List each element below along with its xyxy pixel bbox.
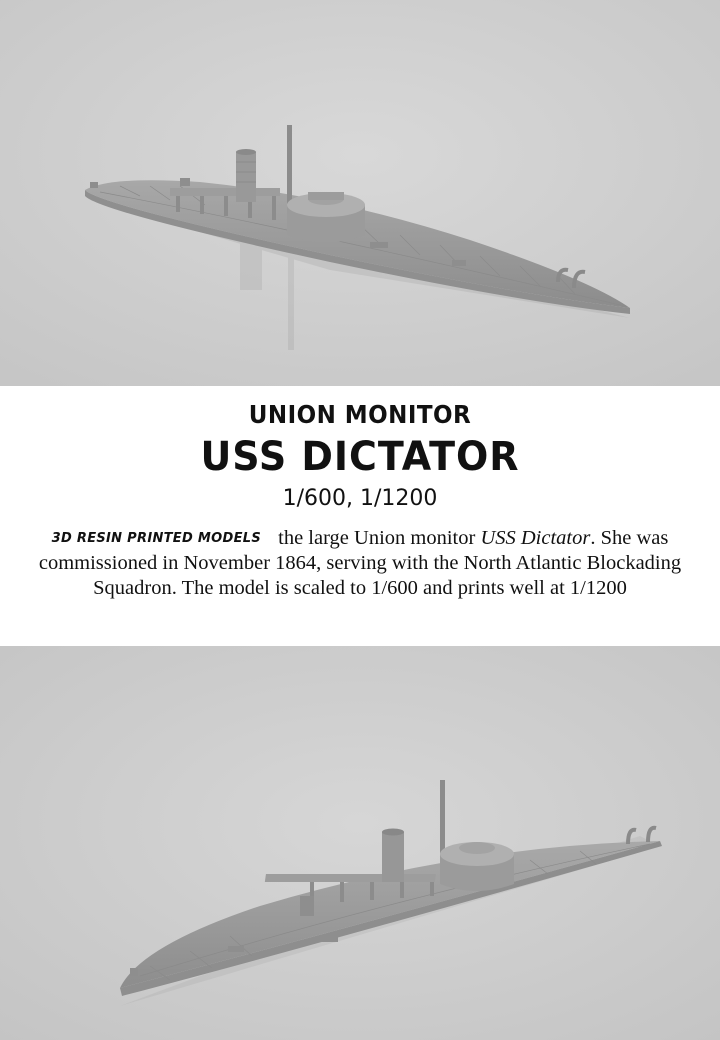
description-panel [0, 386, 720, 646]
product-description [14, 526, 706, 601]
description-text-1: the large Union monitor [273, 527, 481, 549]
description-text-2: . She was commissioned in November 1864, serving with the North Atlantic Blockading Squadron. The model is scaled to 1/600 and prints well at 1/1200 [38, 527, 682, 599]
subtitle: UNION MONITOR [248, 400, 472, 429]
ship-render-side-view [0, 0, 720, 386]
scale-options: 1/600, 1/1200 [282, 486, 438, 511]
page-title: USS DICTATOR [200, 434, 520, 480]
ship-render-bow-view [0, 646, 720, 1040]
brand-name: 3D RESIN PRINTED MODELS [51, 531, 262, 546]
ship-name: USS Dictator [480, 527, 591, 549]
